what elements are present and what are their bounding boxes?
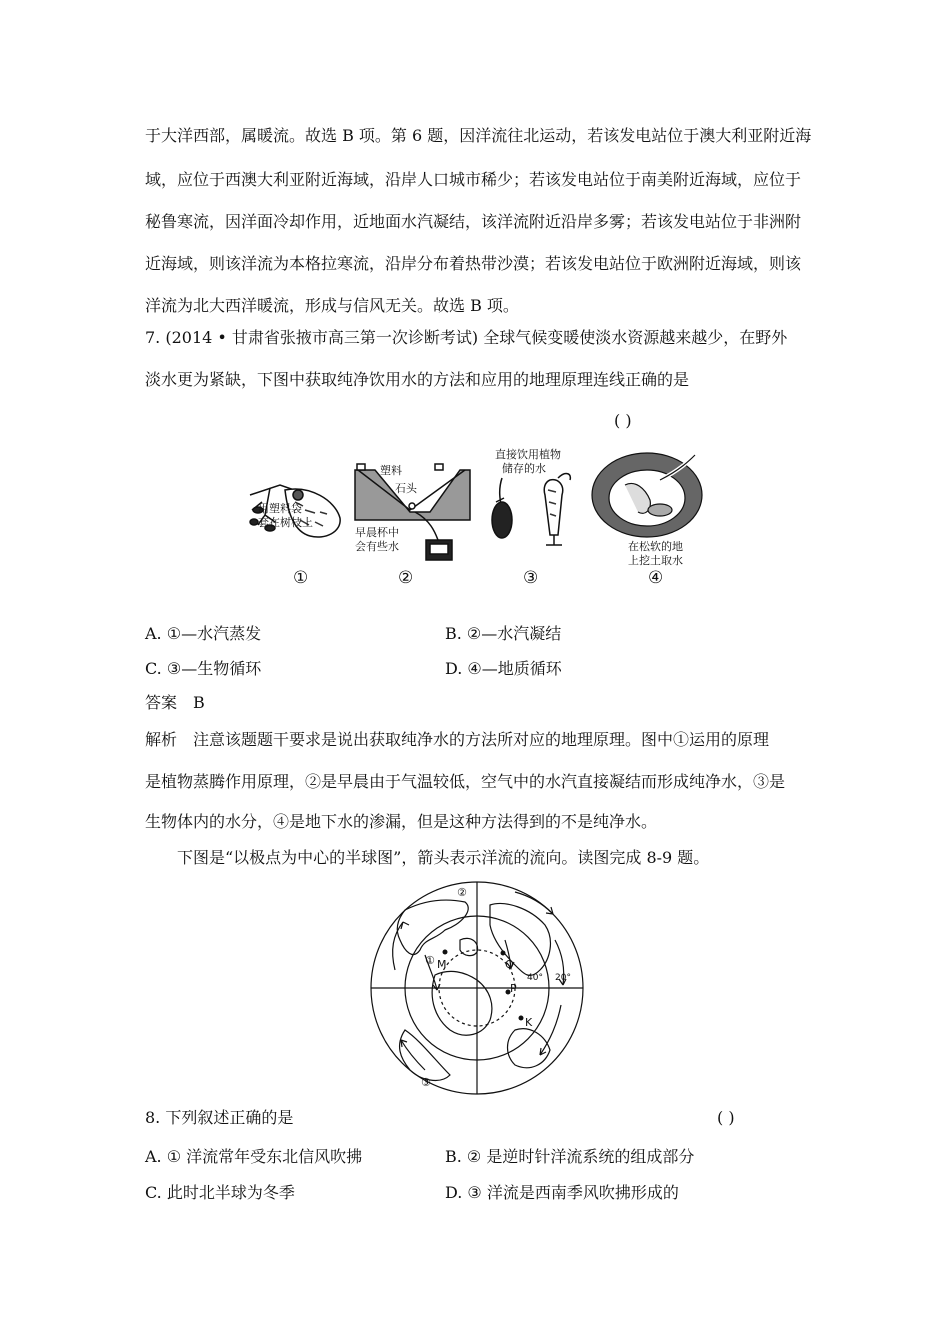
figure-number: ③ [523, 568, 539, 588]
figure-caption: 直接饮用植物 [495, 448, 561, 461]
question-7-stem: 7. (2014 • 甘肃省张掖市高三第一次诊断考试) 全球气候变暖使淡水资源越来越少，在野外 [145, 328, 788, 347]
dug-hole-picture [592, 453, 702, 537]
paragraph-line: 秘鲁寒流，因洋面冷却作用，近地面水汽凝结，该洋流附近沿岸多雾；若该发电站位于非洲附 [145, 212, 802, 231]
latitude-label: 20° [555, 973, 571, 983]
figure-number: ② [398, 568, 414, 588]
figure-caption: 早晨杯中 [355, 526, 399, 539]
polar-hemisphere-map [365, 880, 590, 1100]
figure-caption: 上挖土取水 [628, 554, 683, 567]
water-methods-illustration [240, 440, 710, 590]
answer-blank: ( ) [717, 1108, 735, 1127]
latitude-label: 40° [527, 973, 543, 983]
figure-caption: 用塑料袋 [258, 502, 302, 515]
map-label-Q: Q [505, 958, 514, 971]
paragraph-line: 洋流为北大西洋暖流，形成与信风无关。故选 B 项。 [145, 296, 519, 315]
option-d: D. ④—地质循环 [445, 659, 562, 678]
pitcher-plant-picture [492, 474, 570, 545]
figure-caption: 会有些水 [355, 540, 399, 553]
map-label-P: P [510, 982, 517, 995]
figure-caption: 塑料 [380, 464, 402, 477]
figure-caption: 在松软的地 [628, 540, 683, 553]
option-c: C. ③—生物循环 [145, 659, 262, 678]
figure-caption: 石头 [395, 482, 417, 495]
figure-caption: 储存的水 [502, 462, 546, 475]
answer-line: 答案 B [145, 693, 205, 712]
question-8-stem: 8. 下列叙述正确的是 [145, 1108, 294, 1127]
figure-caption: 套在树枝上 [258, 516, 313, 529]
option-d: D. ③ 洋流是西南季风吹拂形成的 [445, 1183, 679, 1202]
option-a: A. ①—水汽蒸发 [145, 624, 262, 643]
option-b: B. ②—水汽凝结 [445, 624, 562, 643]
figure-number: ④ [648, 568, 664, 588]
map-label-1: ① [425, 954, 435, 967]
paragraph-line: 域，应位于西澳大利亚附近海域，沿岸人口城市稀少；若该发电站位于南美附近海域，应位于 [145, 170, 802, 189]
water-methods-figure [240, 440, 710, 590]
map-label-2: ② [457, 886, 467, 899]
paragraph-line: 近海域，则该洋流为本格拉寒流，沿岸分布着热带沙漠；若该发电站位于欧洲附近海域，则该 [145, 254, 802, 273]
paragraph-line: 于大洋西部，属暖流。故选 B 项。第 6 题，因洋流往北运动，若该发电站位于澳大利亚附近海 [145, 126, 812, 145]
explanation-line: 生物体内的水分，④是地下水的渗漏，但是这种方法得到的不是纯净水。 [145, 812, 658, 831]
map-label-K: K [525, 1016, 533, 1029]
explanation-line: 解析 注意该题题干要求是说出获取纯净水的方法所对应的地理原理。图中①运用的原理 [145, 730, 770, 749]
question-7-stem: 淡水更为紧缺，下图中获取纯净饮用水的方法和应用的地理原理连线正确的是 [145, 370, 690, 389]
option-c: C. 此时北半球为冬季 [145, 1183, 295, 1202]
explanation-line: 是植物蒸腾作用原理，②是早晨由于气温较低，空气中的水汽直接凝结而形成纯净水，③是 [145, 772, 786, 791]
intro-8-9: 下图是“以极点为中心的半球图”，箭头表示洋流的流向。读图完成 8-9 题。 [177, 848, 710, 867]
map-label-M: M [437, 958, 447, 971]
map-label-3: ③ [421, 1076, 431, 1089]
answer-blank: ( ) [614, 411, 632, 430]
polar-map-drawing [365, 880, 590, 1100]
option-a: A. ① 洋流常年受东北信风吹拂 [145, 1147, 363, 1166]
figure-number: ① [293, 568, 309, 588]
option-b: B. ② 是逆时针洋流系统的组成部分 [445, 1147, 695, 1166]
